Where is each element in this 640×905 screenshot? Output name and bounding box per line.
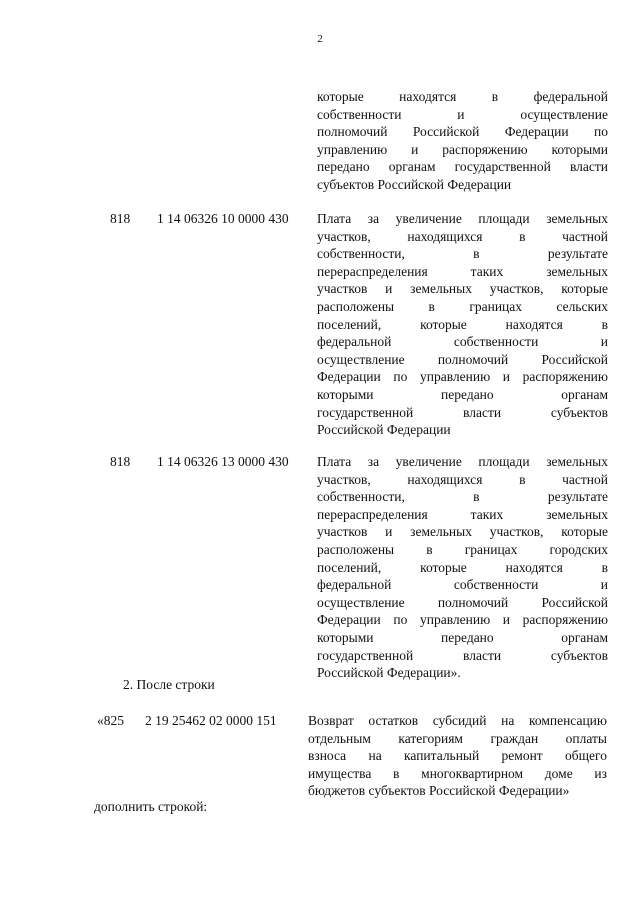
text-line: субъектов Российской Федерации [317,176,512,192]
text-line: перераспределения таких земельных [317,506,608,522]
text-line: расположены в границах сельских [317,298,608,314]
row-description [317,453,608,682]
text-line: Российской Федерации [317,422,451,438]
closing-text: дополнить строкой: [94,799,208,814]
text-line: Федерации по управлению и распоряжению [317,369,608,385]
text-line: которыми передано органам [317,386,608,402]
text-line: которыми передано органам [317,629,608,645]
text-line: осуществление полномочий Российской [317,351,608,367]
row-description [308,712,607,800]
continuation-text [317,88,608,194]
page-number: 2 [317,33,323,45]
text-line: участков, находящихся в частной [317,471,608,487]
text-line: бюджетов субъектов Российской Федерации» [308,783,570,799]
text-line: участков, находящихся в частной [317,228,608,244]
section-heading: 2. После строки [123,677,215,692]
text-line: управлению и распоряжению которыми [317,141,608,157]
text-line: взноса на капитальный ремонт общего [308,748,607,764]
text-line: поселений, которые находятся в [317,559,608,575]
kbk-code: 1 14 06326 13 0000 430 [157,454,289,469]
text-line: Федерации по управлению и распоряжению [317,612,608,628]
admin-code: 818 [110,211,131,226]
text-line: собственности и осуществление [317,106,608,122]
text-line: федеральной собственности и [317,334,608,350]
kbk-code: 2 19 25462 02 0000 151 [145,713,277,728]
text-line: полномочий Российской Федерации по [317,124,608,140]
text-line: отдельным категориям граждан оплаты [308,730,607,746]
admin-code: «825 [97,713,124,728]
text-line: перераспределения таких земельных [317,263,608,279]
row-description [317,210,608,439]
text-line: передано органам государственной власти [317,159,608,175]
admin-code: 818 [110,454,131,469]
text-line: собственности, в результате [317,246,608,262]
text-line: Российской Федерации». [317,665,461,681]
text-line: осуществление полномочий Российской [317,594,608,610]
text-line: Плата за увеличение площади земельных [317,211,608,226]
text-line: государственной власти субъектов [317,647,608,663]
text-line: собственности, в результате [317,489,608,505]
text-line: участков и земельных участков, которые [317,524,608,540]
text-line: федеральной собственности и [317,577,608,593]
text-line: расположены в границах городских [317,541,608,557]
kbk-code: 1 14 06326 10 0000 430 [157,211,289,226]
text-line: Плата за увеличение площади земельных [317,454,608,469]
text-line: которые находятся в федеральной [317,89,608,104]
text-line: участков и земельных участков, которые [317,281,608,297]
text-line: Возврат остатков субсидий на компенсацию [308,713,607,728]
text-line: имущества в многоквартирном доме из [308,765,607,781]
text-line: государственной власти субъектов [317,404,608,420]
text-line: поселений, которые находятся в [317,316,608,332]
